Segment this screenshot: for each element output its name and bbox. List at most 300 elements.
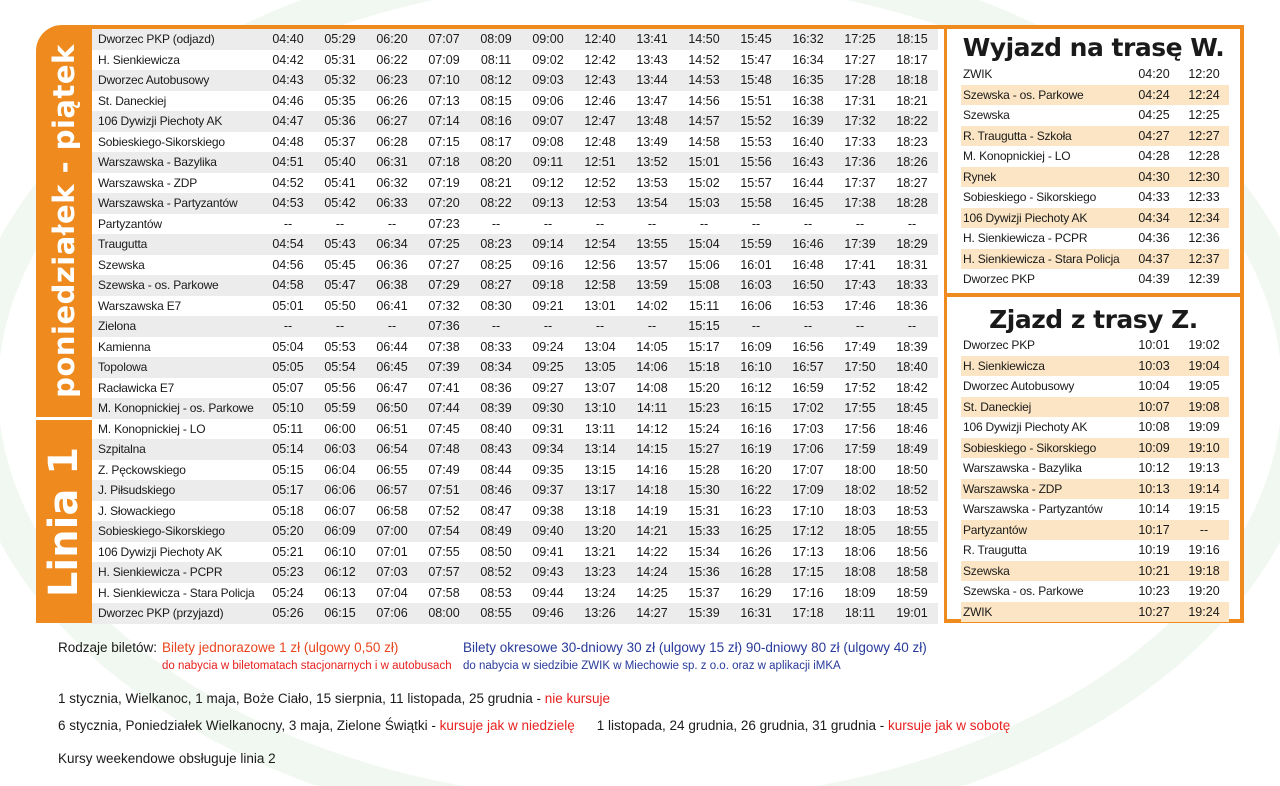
departure-time: --	[470, 316, 522, 337]
departure-time: 19:14	[1179, 479, 1229, 500]
departure-time: 18:45	[886, 398, 938, 419]
departure-time: --	[366, 214, 418, 235]
departure-time: 04:30	[1129, 167, 1179, 188]
table-row	[961, 581, 1229, 602]
departure-time: 07:27	[418, 255, 470, 276]
stop-name: M. Konopnickiej - LO	[961, 146, 1129, 167]
departure-time: 06:47	[366, 378, 418, 399]
departure-time: 09:13	[522, 193, 574, 214]
depart-timetable	[961, 64, 1229, 290]
departure-time: 06:04	[314, 460, 366, 481]
table-row	[92, 132, 938, 153]
departure-time: 17:07	[782, 460, 834, 481]
departure-time: 05:35	[314, 91, 366, 112]
stop-name: Dworzec Autobusowy	[961, 376, 1129, 397]
departure-time: 06:38	[366, 275, 418, 296]
departure-time: 14:06	[626, 357, 678, 378]
departure-time: 06:32	[366, 173, 418, 194]
stop-name: H. Sienkiewicza - Stara Policja	[961, 249, 1129, 270]
departure-time: 13:18	[574, 501, 626, 522]
departure-time: 13:04	[574, 337, 626, 358]
departure-time: 07:06	[366, 603, 418, 624]
departure-time: 12:42	[574, 50, 626, 71]
departure-time: 10:19	[1129, 540, 1179, 561]
stop-name: Szewska - os. Parkowe	[92, 275, 262, 296]
departure-time: 07:29	[418, 275, 470, 296]
departure-time: --	[522, 316, 574, 337]
departure-time: 05:50	[314, 296, 366, 317]
departure-time: 12:43	[574, 70, 626, 91]
departure-time: 04:27	[1129, 126, 1179, 147]
departure-time: 16:20	[730, 460, 782, 481]
stop-name: Sobieskiego-Sikorskiego	[92, 521, 262, 542]
departure-time: 13:11	[574, 419, 626, 440]
departure-time: 13:20	[574, 521, 626, 542]
departure-time: 07:58	[418, 583, 470, 604]
stop-name: Topolowa	[92, 357, 262, 378]
departure-time: 16:03	[730, 275, 782, 296]
departure-time: 12:54	[574, 234, 626, 255]
departure-time: 08:50	[470, 542, 522, 563]
table-row	[92, 173, 938, 194]
departure-time: 19:08	[1179, 397, 1229, 418]
departure-time: 10:13	[1129, 479, 1179, 500]
departure-time: 17:32	[834, 111, 886, 132]
stop-name: Warszawska - ZDP	[92, 173, 262, 194]
departure-time: 17:16	[782, 583, 834, 604]
table-row	[92, 419, 938, 440]
departure-time: 12:53	[574, 193, 626, 214]
season-ticket-info: Bilety okresowe 30-dniowy 30 zł (ulgowy 15 zł) 90-dniowy 80 zł (ulgowy 40 zł)	[463, 640, 927, 655]
table-row	[92, 542, 938, 563]
stop-name: Racławicka E7	[92, 378, 262, 399]
stop-name: Szewska - os. Parkowe	[961, 581, 1129, 602]
departure-time: 05:15	[262, 460, 314, 481]
departure-time: 05:26	[262, 603, 314, 624]
departure-time: 12:20	[1179, 64, 1229, 85]
departure-time: 08:09	[470, 29, 522, 50]
departure-time: 10:07	[1129, 397, 1179, 418]
table-row	[92, 460, 938, 481]
departure-time: 09:41	[522, 542, 574, 563]
departure-time: 18:58	[886, 562, 938, 583]
departure-time: --	[626, 214, 678, 235]
table-row	[961, 540, 1229, 561]
stop-name: Partyzantów	[961, 520, 1129, 541]
departure-time: 16:31	[730, 603, 782, 624]
departure-time: 15:48	[730, 70, 782, 91]
departure-time: 07:15	[418, 132, 470, 153]
departure-time: 10:27	[1129, 602, 1179, 623]
departure-time: 16:39	[782, 111, 834, 132]
departure-time: 14:56	[678, 91, 730, 112]
departure-time: 18:49	[886, 439, 938, 460]
departure-time: 05:36	[314, 111, 366, 132]
departure-time: 07:07	[418, 29, 470, 50]
departure-time: 07:14	[418, 111, 470, 132]
departure-time: 18:18	[886, 70, 938, 91]
departure-time: 17:50	[834, 357, 886, 378]
departure-time: 14:57	[678, 111, 730, 132]
departure-time: 16:19	[730, 439, 782, 460]
departure-time: 12:58	[574, 275, 626, 296]
departure-time: 07:49	[418, 460, 470, 481]
departure-time: 07:48	[418, 439, 470, 460]
departure-time: --	[782, 316, 834, 337]
departure-time: 17:49	[834, 337, 886, 358]
departure-time: 15:58	[730, 193, 782, 214]
holiday-no-service: 1 stycznia, Wielkanoc, 1 maja, Boże Ciało, 15 sierpnia, 11 listopada, 25 grudnia - nie kursuje	[58, 691, 611, 706]
stop-name: R. Traugutta	[961, 540, 1129, 561]
stop-name: M. Konopnickiej - LO	[92, 419, 262, 440]
table-row	[92, 70, 938, 91]
stop-name: 106 Dywizji Piechoty AK	[92, 542, 262, 563]
departure-time: 10:12	[1129, 458, 1179, 479]
departure-time: 07:25	[418, 234, 470, 255]
table-row	[961, 64, 1229, 85]
departure-time: 17:25	[834, 29, 886, 50]
departure-time: 06:12	[314, 562, 366, 583]
departure-time: 18:55	[886, 521, 938, 542]
stop-name: ZWIK	[961, 64, 1129, 85]
departure-time: 06:03	[314, 439, 366, 460]
departure-time: 17:38	[834, 193, 886, 214]
departure-time: --	[834, 316, 886, 337]
stop-name: H. Sienkiewicza	[92, 50, 262, 71]
departure-time: --	[470, 214, 522, 235]
departure-time: 12:27	[1179, 126, 1229, 147]
table-row	[961, 397, 1229, 418]
stop-name: ZWIK	[961, 602, 1129, 623]
table-row	[92, 337, 938, 358]
departure-time: 17:59	[834, 439, 886, 460]
departure-time: 16:10	[730, 357, 782, 378]
departure-time: 15:53	[730, 132, 782, 153]
departure-time: 14:15	[626, 439, 678, 460]
departure-time: 04:48	[262, 132, 314, 153]
departure-time: 04:51	[262, 152, 314, 173]
departure-time: 17:33	[834, 132, 886, 153]
departure-time: 18:17	[886, 50, 938, 71]
table-row	[92, 193, 938, 214]
departure-time: 14:58	[678, 132, 730, 153]
stop-name: Warszawska - Partyzantów	[961, 499, 1129, 520]
departure-time: 15:51	[730, 91, 782, 112]
table-row	[92, 357, 938, 378]
departure-time: --	[834, 214, 886, 235]
departure-time: 17:06	[782, 439, 834, 460]
departure-time: 14:11	[626, 398, 678, 419]
departure-time: 06:10	[314, 542, 366, 563]
departure-time: 14:25	[626, 583, 678, 604]
departure-time: 09:40	[522, 521, 574, 542]
departure-time: 13:01	[574, 296, 626, 317]
stop-name: Szewska	[961, 105, 1129, 126]
departure-time: 17:55	[834, 398, 886, 419]
departure-time: 06:28	[366, 132, 418, 153]
departure-time: 06:07	[314, 501, 366, 522]
departure-time: 15:31	[678, 501, 730, 522]
departure-time: 08:43	[470, 439, 522, 460]
departure-time: 07:51	[418, 480, 470, 501]
table-row	[92, 562, 938, 583]
season-ticket-note: do nabycia w siedzibie ZWIK w Miechowie sp. z o.o. oraz w aplikacji iMKA	[463, 660, 841, 672]
departure-time: 06:22	[366, 50, 418, 71]
table-row	[92, 234, 938, 255]
table-row	[961, 105, 1229, 126]
departure-time: 06:26	[366, 91, 418, 112]
line-label: Linia 1	[41, 446, 88, 597]
departure-time: 08:21	[470, 173, 522, 194]
departure-time: 15:27	[678, 439, 730, 460]
departure-time: 05:10	[262, 398, 314, 419]
departure-time: 05:53	[314, 337, 366, 358]
departure-time: 07:44	[418, 398, 470, 419]
departure-time: 05:14	[262, 439, 314, 460]
departure-time: 16:46	[782, 234, 834, 255]
departure-time: 09:00	[522, 29, 574, 50]
departure-time: --	[886, 316, 938, 337]
departure-time: 07:32	[418, 296, 470, 317]
departure-time: 15:23	[678, 398, 730, 419]
departure-time: 14:24	[626, 562, 678, 583]
departure-time: 16:15	[730, 398, 782, 419]
departure-time: 05:17	[262, 480, 314, 501]
departure-time: 13:54	[626, 193, 678, 214]
departure-time: 06:31	[366, 152, 418, 173]
departure-time: 05:42	[314, 193, 366, 214]
departure-time: 18:03	[834, 501, 886, 522]
departure-time: 18:40	[886, 357, 938, 378]
departure-time: 08:11	[470, 50, 522, 71]
departure-time: 07:10	[418, 70, 470, 91]
departure-time: 18:22	[886, 111, 938, 132]
departure-time: 09:21	[522, 296, 574, 317]
departure-time: 16:53	[782, 296, 834, 317]
departure-time: 19:16	[1179, 540, 1229, 561]
table-row	[961, 458, 1229, 479]
departure-time: 17:02	[782, 398, 834, 419]
departure-time: 19:05	[1179, 376, 1229, 397]
departure-time: 13:24	[574, 583, 626, 604]
holiday-special-service: 6 stycznia, Poniedziałek Wielkanocny, 3 maja, Zielone Świątki - kursuje jak w niedzielę 1 listopada, 24 grudnia, 26 grudnia, 31 grudnia - kursuje jak w sobotę	[58, 718, 1011, 733]
departure-time: 06:54	[366, 439, 418, 460]
departure-time: 12:36	[1179, 228, 1229, 249]
stop-name: M. Konopnickiej - os. Parkowe	[92, 398, 262, 419]
stop-name: Warszawska - Bazylika	[92, 152, 262, 173]
stop-name: Kamienna	[92, 337, 262, 358]
departure-time: 13:49	[626, 132, 678, 153]
departure-time: 17:41	[834, 255, 886, 276]
single-ticket-info: Bilety jednorazowe 1 zł (ulgowy 0,50 zł)	[162, 640, 399, 655]
table-row	[961, 602, 1229, 623]
departure-time: 07:23	[418, 214, 470, 235]
departure-time: 04:54	[262, 234, 314, 255]
departure-time: 18:27	[886, 173, 938, 194]
departure-time: 13:10	[574, 398, 626, 419]
departure-time: 13:15	[574, 460, 626, 481]
departure-time: 09:06	[522, 91, 574, 112]
departure-time: 10:23	[1129, 581, 1179, 602]
departure-time: 13:44	[626, 70, 678, 91]
table-row	[961, 376, 1229, 397]
departure-time: 15:04	[678, 234, 730, 255]
departure-time: 18:33	[886, 275, 938, 296]
departure-time: 10:09	[1129, 438, 1179, 459]
table-row	[961, 561, 1229, 582]
departure-time: 15:37	[678, 583, 730, 604]
departure-time: --	[574, 316, 626, 337]
departure-time: 08:33	[470, 337, 522, 358]
departure-time: 08:52	[470, 562, 522, 583]
table-row	[92, 255, 938, 276]
departure-time: 15:18	[678, 357, 730, 378]
departure-time: 16:32	[782, 29, 834, 50]
departure-time: 07:38	[418, 337, 470, 358]
departure-time: 13:59	[626, 275, 678, 296]
departure-time: 13:52	[626, 152, 678, 173]
departure-time: 06:13	[314, 583, 366, 604]
departure-time: 17:27	[834, 50, 886, 71]
departure-time: 10:01	[1129, 335, 1179, 356]
departure-time: 15:24	[678, 419, 730, 440]
stop-name: H. Sienkiewicza - PCPR	[961, 228, 1129, 249]
table-row	[92, 603, 938, 624]
departure-time: 08:30	[470, 296, 522, 317]
departure-time: 06:45	[366, 357, 418, 378]
departure-time: 06:23	[366, 70, 418, 91]
departure-time: 09:27	[522, 378, 574, 399]
departure-time: 05:47	[314, 275, 366, 296]
departure-time: 18:08	[834, 562, 886, 583]
departure-time: 04:43	[262, 70, 314, 91]
departure-time: 05:54	[314, 357, 366, 378]
departure-time: 19:13	[1179, 458, 1229, 479]
departure-time: 04:39	[1129, 269, 1179, 290]
departure-time: 09:03	[522, 70, 574, 91]
departure-time: 17:13	[782, 542, 834, 563]
departure-time: 05:07	[262, 378, 314, 399]
departure-time: 14:22	[626, 542, 678, 563]
departure-time: 12:47	[574, 111, 626, 132]
return-title: Zjazd z trasy Z.	[989, 305, 1198, 334]
departure-time: 18:06	[834, 542, 886, 563]
departure-time: 08:44	[470, 460, 522, 481]
departure-time: 07:54	[418, 521, 470, 542]
departure-time: 16:25	[730, 521, 782, 542]
departure-time: 17:28	[834, 70, 886, 91]
departure-time: 14:18	[626, 480, 678, 501]
stop-name: Partyzantów	[92, 214, 262, 235]
departure-time: 09:46	[522, 603, 574, 624]
departure-time: 12:34	[1179, 208, 1229, 229]
departure-time: 15:36	[678, 562, 730, 583]
stop-name: R. Traugutta - Szkoła	[961, 126, 1129, 147]
departure-time: 16:45	[782, 193, 834, 214]
departure-time: 09:02	[522, 50, 574, 71]
table-row	[92, 439, 938, 460]
stop-name: Z. Pęckowskiego	[92, 460, 262, 481]
departure-time: 09:38	[522, 501, 574, 522]
departure-time: 18:29	[886, 234, 938, 255]
departure-time: 16:29	[730, 583, 782, 604]
departure-time: 17:36	[834, 152, 886, 173]
departure-time: 19:20	[1179, 581, 1229, 602]
departure-time: 13:23	[574, 562, 626, 583]
table-row	[92, 296, 938, 317]
departure-time: 07:52	[418, 501, 470, 522]
departure-time: 19:15	[1179, 499, 1229, 520]
departure-time: --	[366, 316, 418, 337]
departure-time: 07:20	[418, 193, 470, 214]
departure-time: 17:12	[782, 521, 834, 542]
departure-time: 08:25	[470, 255, 522, 276]
departure-time: 12:24	[1179, 85, 1229, 106]
departure-time: 12:33	[1179, 187, 1229, 208]
table-row	[961, 85, 1229, 106]
departure-time: 04:40	[262, 29, 314, 50]
stop-name: Zielona	[92, 316, 262, 337]
departure-time: 10:21	[1129, 561, 1179, 582]
departure-time: 12:56	[574, 255, 626, 276]
departure-time: 12:30	[1179, 167, 1229, 188]
departure-time: 10:04	[1129, 376, 1179, 397]
departure-time: 18:26	[886, 152, 938, 173]
departure-time: 12:51	[574, 152, 626, 173]
departure-time: 17:09	[782, 480, 834, 501]
departure-time: 10:14	[1129, 499, 1179, 520]
departure-time: 13:26	[574, 603, 626, 624]
departure-time: 15:59	[730, 234, 782, 255]
return-timetable	[961, 335, 1229, 622]
stop-name: J. Piłsudskiego	[92, 480, 262, 501]
departure-time: 15:06	[678, 255, 730, 276]
table-row	[961, 479, 1229, 500]
departure-time: 19:09	[1179, 417, 1229, 438]
stop-name: Dworzec PKP (przyjazd)	[92, 603, 262, 624]
departure-time: --	[574, 214, 626, 235]
departure-time: 08:15	[470, 91, 522, 112]
single-ticket-note: do nabycia w biletomatach stacjonarnych i w autobusach	[162, 660, 452, 672]
stop-name: Dworzec PKP	[961, 335, 1129, 356]
departure-time: 14:05	[626, 337, 678, 358]
departure-time: 12:25	[1179, 105, 1229, 126]
departure-time: 10:08	[1129, 417, 1179, 438]
departure-time: --	[782, 214, 834, 235]
departure-time: 07:45	[418, 419, 470, 440]
departure-time: 16:43	[782, 152, 834, 173]
departure-time: 05:21	[262, 542, 314, 563]
stop-name: Dworzec PKP	[961, 269, 1129, 290]
departure-time: 09:43	[522, 562, 574, 583]
departure-time: 17:03	[782, 419, 834, 440]
departure-time: 08:27	[470, 275, 522, 296]
departure-time: 09:07	[522, 111, 574, 132]
departure-time: 14:16	[626, 460, 678, 481]
departure-time: 16:22	[730, 480, 782, 501]
departure-time: 17:31	[834, 91, 886, 112]
departure-time: 17:56	[834, 419, 886, 440]
depart-title: Wyjazd na trasę W.	[962, 33, 1225, 62]
departure-time: 09:30	[522, 398, 574, 419]
departure-time: 16:44	[782, 173, 834, 194]
departure-time: 14:53	[678, 70, 730, 91]
table-row	[92, 214, 938, 235]
departure-time: 08:55	[470, 603, 522, 624]
departure-time: 08:53	[470, 583, 522, 604]
departure-time: 16:35	[782, 70, 834, 91]
table-row	[961, 208, 1229, 229]
